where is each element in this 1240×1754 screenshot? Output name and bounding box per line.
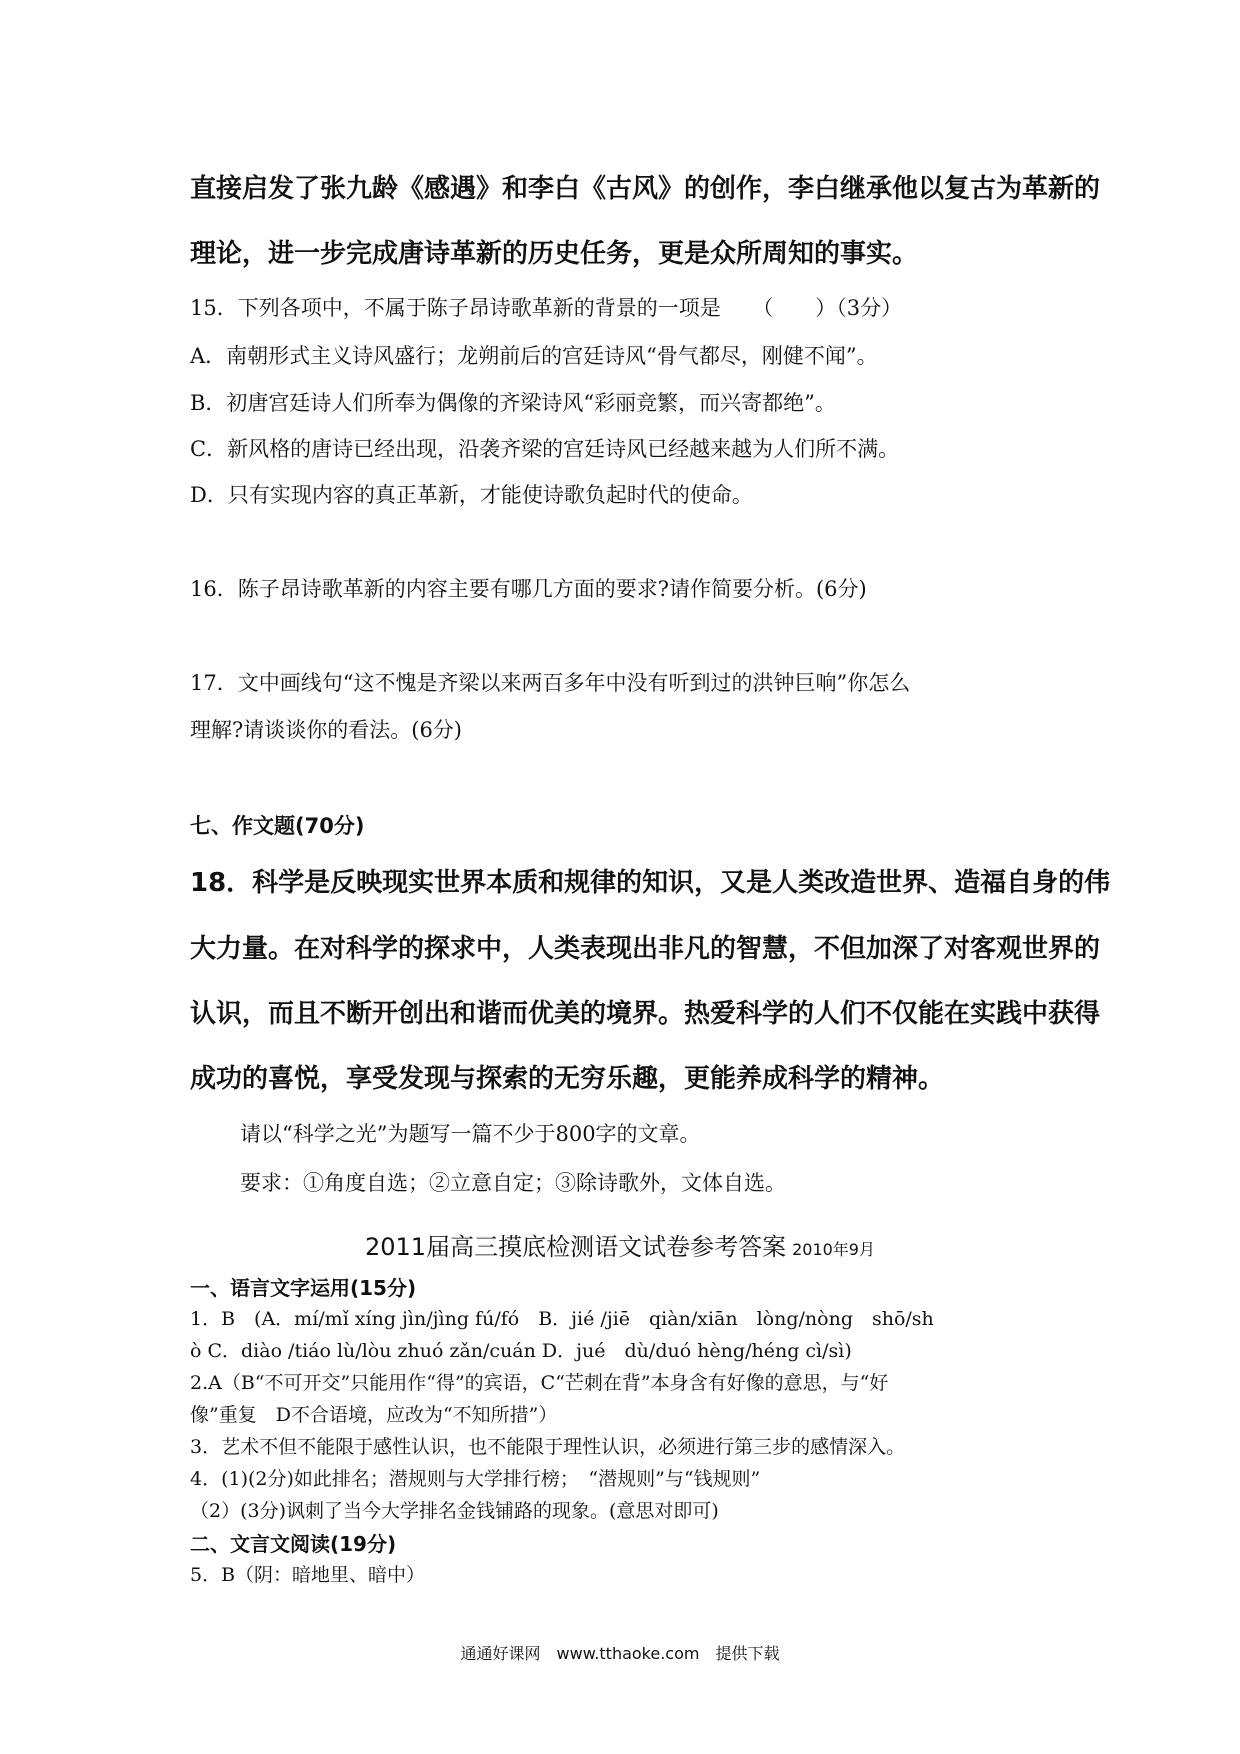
answer-line: 像”重复 D不合语境，应改为“不知所措”） — [190, 1404, 558, 1426]
question-17-line-2: 理解?请谈谈你的看法。(6分) — [190, 718, 463, 742]
answer-line: ò C．diào /tiáo lù/lòu zhuó zǎn/cuán D．jué dù/duó hèng/héng cì/sì) — [190, 1340, 852, 1362]
answer-key-date: 2010年9月 — [792, 1240, 875, 1259]
question-15-option-b: B．初唐宫廷诗人们所奉为偶像的齐梁诗风“彩丽竞繁，而兴寄都绝”。 — [190, 391, 836, 415]
question-17-line-1: 17．文中画线句“这不愧是齐梁以来两百多年中没有听到过的洪钟巨响”你怎么 — [190, 671, 911, 695]
essay-heading: 七、作文题(70分) — [190, 814, 365, 838]
passage-line-2: 理论，进一步完成唐诗革新的历史任务，更是众所周知的事实。 — [190, 239, 919, 269]
answer-line: （2）(3分)讽刺了当今大学排名金钱铺路的现象。(意思对即可) — [190, 1500, 719, 1522]
question-15-option-d: D．只有实现内容的真正革新，才能使诗歌负起时代的使命。 — [190, 483, 753, 507]
answer-line: 4．(1)(2分)如此排名；潜规则与大学排行榜； “潜规则”与“钱规则” — [190, 1468, 761, 1490]
essay-requirements: 要求：①角度自选；②立意自定；③除诗歌外，文体自选。 — [240, 1171, 786, 1195]
essay-q18-line-4: 成功的喜悦，享受发现与探索的无穷乐趣，更能养成科学的精神。 — [190, 1064, 945, 1094]
essay-prompt: 请以“科学之光”为题写一篇不少于800字的文章。 — [240, 1122, 701, 1146]
answer-line: 3．艺术不但不能限于感性认识，也不能限于理性认识，必须进行第三步的感情深入。 — [190, 1436, 906, 1458]
answer-line: 1．B (A．mí/mǐ xíng jìn/jìng fú/fó B．jié /jiē qiàn/xiān lòng/nòng shō/sh — [190, 1308, 934, 1330]
answer-section-1-heading: 一、语言文字运用(15分) — [190, 1276, 417, 1300]
question-15-option-a: A．南朝形式主义诗风盛行；龙朔前后的宫廷诗风“骨气都尽，刚健不闻”。 — [190, 344, 878, 368]
question-16: 16．陈子昂诗歌革新的内容主要有哪几方面的要求?请作简要分析。(6分) — [190, 577, 867, 601]
essay-q18-line-3: 认识，而且不断开创出和谐而优美的境界。热爱科学的人们不仅能在实践中获得 — [190, 999, 1101, 1029]
answer-line: 2.A（B“不可开交”只能用作“得”的宾语，C“芒刺在背”本身含有好像的意思，与“好 — [190, 1372, 889, 1394]
passage-line-1: 直接启发了张九龄《感遇》和李白《古风》的创作，李白继承他以复古为革新的 — [190, 174, 1101, 204]
essay-q18-line-1: 18．科学是反映现实世界本质和规律的知识，又是人类改造世界、造福自身的伟 — [190, 868, 1111, 898]
answer-key-title — [0, 1227, 1240, 1262]
answer-section-2-heading: 二、文言文阅读(19分) — [190, 1532, 397, 1556]
answer-key-title-text: 2011届高三摸底检测语文试卷参考答案 — [365, 1233, 787, 1261]
question-15: 15．下列各项中，不属于陈子昂诗歌革新的背景的一项是 （ ）（3分） — [190, 296, 903, 320]
answer-line: 5．B（阴：暗地里、暗中） — [190, 1564, 426, 1586]
page-footer: 通通好课网 www.tthaoke.com 提供下载 — [460, 1644, 780, 1663]
essay-q18-line-2: 大力量。在对科学的探求中，人类表现出非凡的智慧，不但加深了对客观世界的 — [190, 934, 1101, 964]
question-15-option-c: C．新风格的唐诗已经出现，沿袭齐梁的宫廷诗风已经越来越为人们所不满。 — [190, 437, 900, 461]
